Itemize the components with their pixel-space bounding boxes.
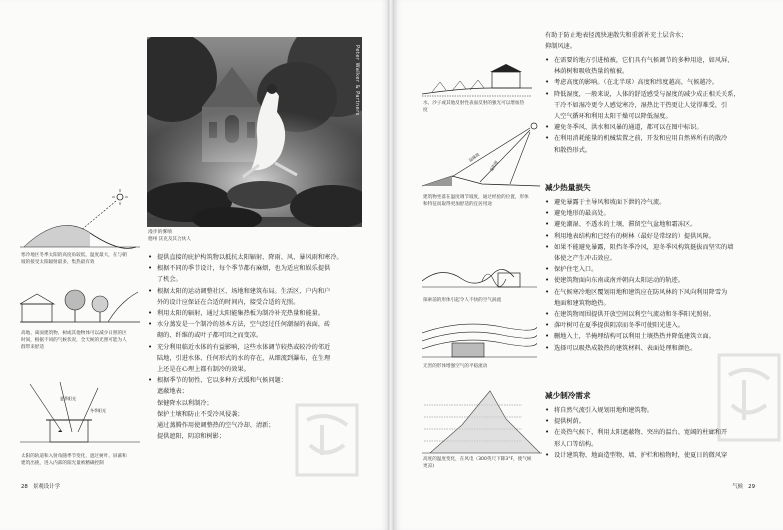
caption-right-5: 高度的温度变化，在风电（300英尺下降3°F，使气候更凉) — [423, 457, 532, 469]
list-item: • 利用地表结构和已经有的树林（最好是常绿的）提供风障。 — [545, 231, 773, 242]
list-item: • 如果不能避免暴露，阻挡冬季冷风，迎冬季风构筑挺拔而坚实的墙 — [545, 242, 773, 253]
list-item: • 提供树荫。 — [545, 416, 773, 427]
slope-label-1: 温暖坡 — [467, 151, 481, 163]
list-item: • 落叶树可在夏季提供阴凉而冬季可使阳光进入。 — [545, 320, 773, 331]
right-bullet-list-a — [545, 55, 773, 156]
sub-item: 遮蔽地表； — [157, 388, 188, 396]
list-item: • 保护住宅入口。 — [545, 264, 773, 275]
page-number: 29 — [748, 484, 755, 490]
list-item: • 避免冬季风、洪水和风暴的通道，都可以在图中标识。 — [545, 122, 773, 133]
sub-item: 保护土壤和防止不受冷风侵袭； — [157, 410, 244, 418]
slope-label-2: 受阳坡 — [488, 159, 499, 173]
list-item: • 避免暴露于主导风和坡面下泄的冷气流。 — [545, 197, 773, 208]
folio-right — [732, 482, 755, 490]
svg-text:冬季阳光: 冬季阳光 — [90, 408, 106, 413]
watermark-stamp — [292, 400, 362, 480]
list-item: • 充分利用临近水体的有益影响，这些水体调节较热或较冷的邻近 — [148, 342, 373, 353]
photo-caption-sub: 德州 沃克及其合伙人 — [148, 237, 191, 242]
caption-left-1: 寒冷地区冬季太阳的高度角较低，温度最大，在与朝坡的接受太阳辐射最多，集热最有效 — [21, 253, 127, 265]
list-item-continuation: 林荫树和吸收热量的植被。 — [554, 68, 629, 76]
continuation-line: 抑制风速。 — [545, 43, 576, 50]
list-item-continuation: 陆地，引进水体、任何形式的水的存在，从细流到瀑布，在生理 — [157, 354, 331, 362]
list-item: • 考虑高度的影响。（在北半球）高度和纬度越高，气候越冷。 — [545, 77, 773, 88]
list-item-continuation: 地面和建筑物绝热。 — [554, 299, 610, 307]
list-item-continuation: 人空气循环和利用太阳干燥可以降低湿度。 — [554, 113, 672, 121]
list-item: • 避免地形的最高处。 — [545, 208, 773, 219]
list-item: • 删地入土，半掩埋结构可以利用土壤热热并降低建筑立面。 — [545, 331, 773, 342]
right-page — [394, 0, 783, 530]
photo-illustration — [147, 37, 362, 227]
sun-angle-diagram — [20, 380, 140, 450]
list-item: • 使建筑物面向东南或南并朝向太阳运动的轨迹。 — [545, 275, 773, 286]
section-heading-heat-loss: 减少热量损失 — [545, 183, 591, 192]
caption-right-2: 建筑物坐落在温度调节坡度，通过经验的位置，形体和特征而取得更加舒适的宜居用途 — [423, 195, 529, 207]
caption-right-3: 探索前的形体引起令人不快的空气涡流 — [423, 298, 502, 303]
folio-left — [21, 482, 60, 490]
list-item: • 利用太阳的辐射，通过太阳能集热板为制冷补充热量和能量。 — [148, 308, 373, 319]
list-item-continuation: 体使之产生冲击效应。 — [554, 255, 616, 263]
caption-left-2: 高地、离面建筑物、树或其他物体可以减少日照的区时间，根据不同的气候状况，全天候的光照可能为人群带来舒适 — [21, 331, 127, 350]
list-item-continuation: 了机会。 — [157, 276, 182, 284]
page-number: 28 — [21, 484, 28, 490]
list-item: • 在需要的地方引进植被，它们具有气候调节的多种用途，如风屏、 — [545, 55, 773, 66]
caption-right-1: 水、沙子或其他反射性表面反射的强光可以增加热度 — [423, 101, 525, 113]
list-item: • 根据太阳的运动调整社区、场地和建筑布局。生活区、户内和户 — [148, 286, 373, 297]
svg-text:夏季阳光: 夏季阳光 — [60, 396, 76, 401]
list-item: • 在建筑物周围提供开放空间以利空气流动和冬季阳光照射。 — [545, 309, 773, 320]
continuation-line: 有助于防止地表径流快速散失和重新补充土层含水； — [545, 32, 688, 39]
altitude-diagram — [422, 385, 542, 457]
list-item: • 根据季节的韧性、它以多种方式缓和气候问题： — [148, 375, 373, 386]
list-item-continuation: 砌的、纤维的或叶子都可因之而变凉。 — [157, 332, 263, 340]
garden-mist-photo — [147, 37, 362, 227]
section-heading-cooling: 减少制冷需求 — [545, 391, 591, 400]
sub-item: 通过蒸腾作用使调整热的空气冷却、清新； — [157, 422, 275, 430]
list-item: • 在气候寒冷地区覆划用地和建筑应在防风林的下风向利用降雪为 — [545, 287, 773, 298]
list-item: • 水分蒸发是一个制冷的基本方法，空气经过任何潮湿的表面，砖 — [148, 319, 373, 330]
list-item: • 避免潮湿、不透水的土壤，滞留空气盆地和霜冻区。 — [545, 219, 773, 230]
watermark-stamp — [714, 350, 783, 445]
sub-item: 提供遮阳，阴凉和树影； — [157, 433, 226, 441]
slope-sun-diagram — [422, 118, 542, 193]
trees-building-diagram — [20, 282, 140, 327]
caption-right-4: 无害的形体增强空气的平稳流动 — [423, 364, 488, 369]
photo-credit: Peter Walker & Partners — [354, 45, 360, 116]
eddy-diagram — [422, 255, 537, 295]
list-item-continuation: 上还是在心理上都有制冷的效果。 — [157, 366, 250, 374]
right-bullet-list-b — [545, 197, 773, 354]
list-item-continuation: 形人口等结构。 — [554, 440, 598, 448]
sun-hill-diagram — [20, 185, 140, 255]
list-item: • 降低湿度，一般来说，人体的舒适感受与湿度的减少成正相关关系， — [545, 89, 773, 100]
photo-caption-title: 漫步的雾喷 — [148, 230, 172, 235]
running-title: 气候 — [732, 484, 743, 490]
list-item: • 选择可以吸热成散热的建筑材料、表面处理和颜色。 — [545, 343, 773, 354]
list-item: • 根据不同的季节设计，每个季节都有麻烦，也为适应和娱乐提供 — [148, 263, 373, 274]
sub-item: 保健降水以利制冷； — [157, 399, 213, 407]
list-item: • 在炎热气候下，利用太阳遮蔽物、突出的温台、宽阔的柱廊和开 — [545, 427, 773, 438]
running-title: 景观设计学 — [33, 484, 60, 490]
list-item-continuation: 外的设计应保证在合适的时间内，接受合适的光照。 — [157, 298, 300, 306]
list-item: • 设计建筑物、地面造型物、墙、护栏和植物时，使夏日的微风穿 — [545, 450, 773, 461]
list-item: • 将自然气流引入规划用地和建筑物。 — [545, 405, 773, 416]
left-page — [0, 0, 389, 530]
list-item: • 提供直接的庇护构筑物以抵抗太阳辐射、降雨、风、暴风雨和寒冷。 — [148, 252, 373, 263]
caption-left-3: 太阳的轨道和入射角随季节变化，遮过树叶、屏幕和建筑出挑，进入内部的阳光量被精确控制 — [21, 454, 127, 466]
list-item-continuation: 和散热形式。 — [554, 146, 592, 154]
smooth-flow-diagram — [422, 313, 537, 363]
list-item-continuation: 干冷不如湿冷更令人感觉寒冷，湿热比干热更让人觉得难受，引 — [554, 101, 728, 109]
list-item: • 在利用消耗能量的机械装置之前，开发和应用自然界所有的散冷 — [545, 133, 773, 144]
